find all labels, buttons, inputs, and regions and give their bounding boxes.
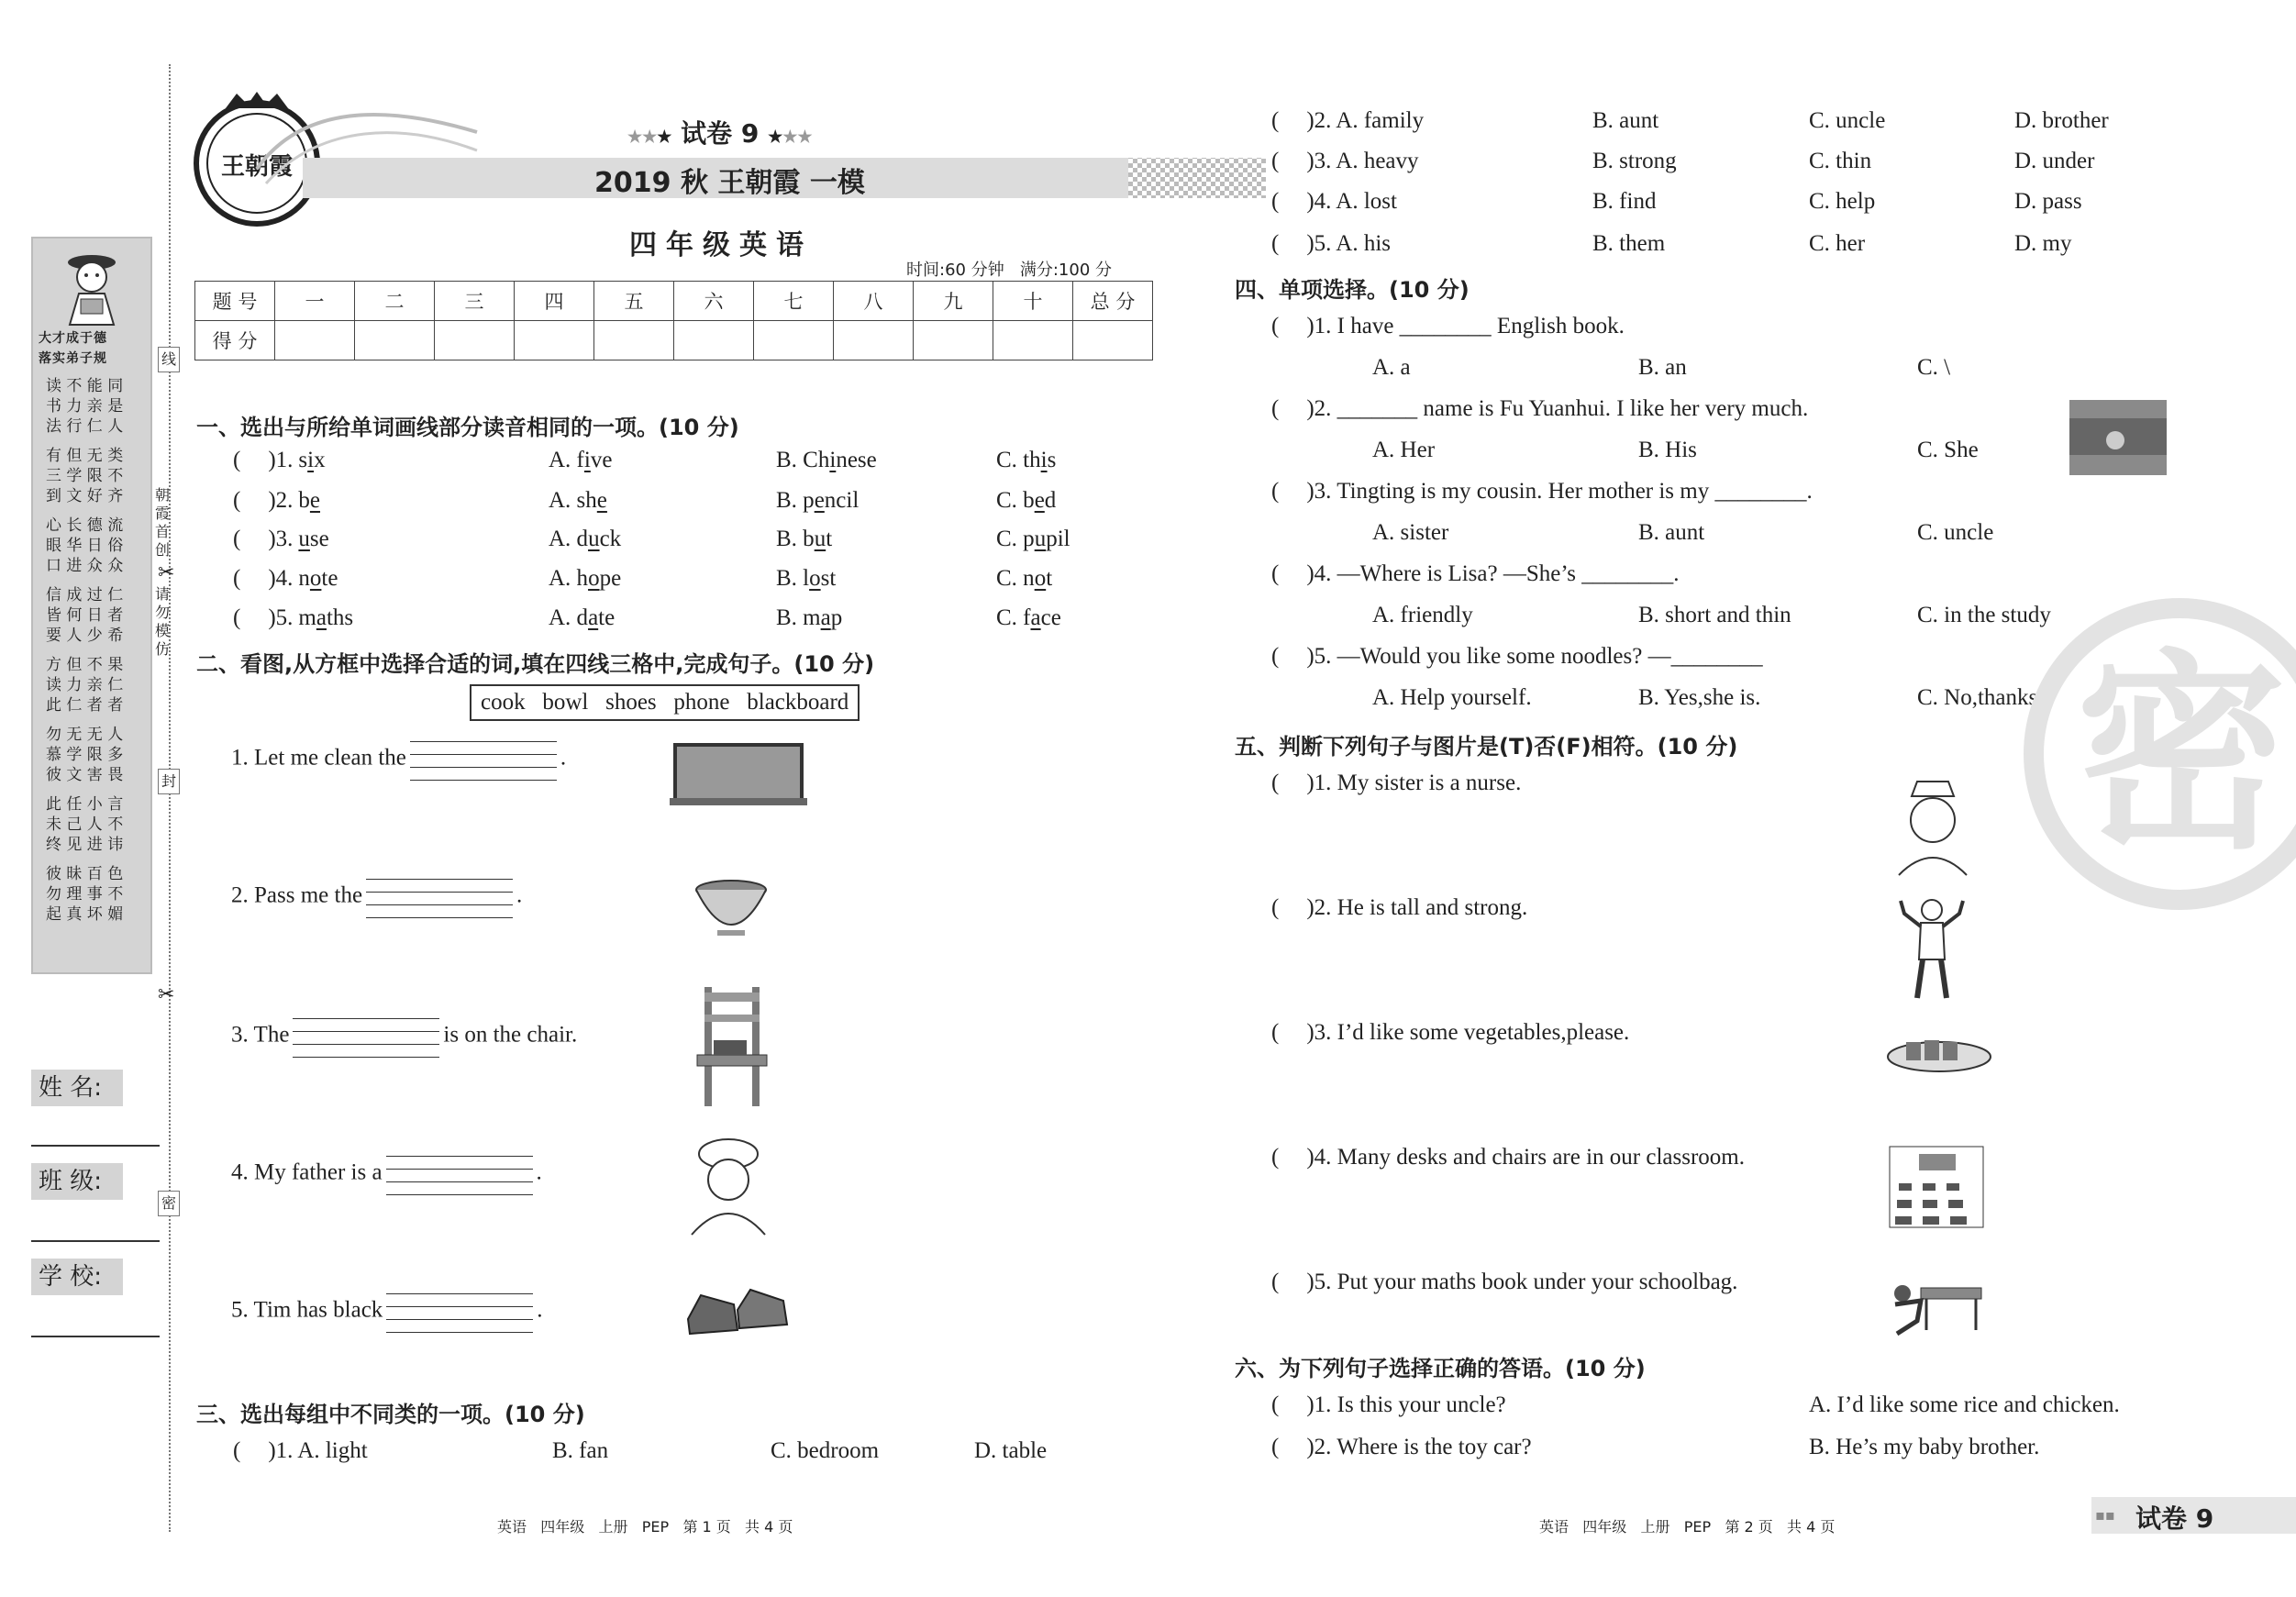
option-b[interactable]: B. short and thin	[1638, 603, 1791, 627]
opt-underlined: a	[588, 605, 599, 630]
option-b[interactable]: B. find	[1592, 189, 1657, 214]
s1-question	[233, 488, 320, 514]
s1-option[interactable]	[996, 566, 1052, 592]
score-input-cell[interactable]	[355, 321, 435, 360]
question-text: )4. —Where is Lisa? —She’s ________.	[1306, 561, 1680, 586]
statement-text: )5. Put your maths book under your schoolbag.	[1306, 1270, 1738, 1294]
option-c[interactable]: C. in the study	[1917, 603, 2051, 627]
s1-option[interactable]	[776, 527, 832, 552]
answer-paren[interactable]: (	[1271, 561, 1280, 586]
class-label: 班 级:	[31, 1163, 123, 1200]
word-post: ths	[326, 605, 354, 630]
opt-post: nese	[836, 448, 877, 472]
vertical-note-char: 创	[154, 541, 170, 559]
sentence-end: .	[560, 745, 567, 771]
word-underlined: o	[309, 566, 322, 591]
s5-statement	[1271, 1270, 1737, 1295]
score-header-cell: 二	[355, 282, 435, 321]
score-header-cell: 八	[834, 282, 914, 321]
s2-sentence	[231, 1292, 543, 1332]
scissors-icon: ✂	[158, 983, 175, 1006]
s1-question	[233, 448, 326, 473]
answer-paren[interactable]: (	[1271, 149, 1280, 173]
sentence-end: is on the chair.	[443, 1022, 578, 1048]
s1-option[interactable]	[549, 605, 615, 631]
s1-option[interactable]	[549, 488, 607, 514]
school-field[interactable]	[31, 1336, 160, 1337]
option-c[interactable]: C. uncle	[1917, 520, 1994, 545]
poem-line: 皆 何 日 者	[46, 606, 124, 625]
answer-paren[interactable]: (	[1271, 1392, 1280, 1417]
cut-mark-mid: 封	[158, 769, 180, 794]
opt-post: t	[826, 527, 833, 551]
statement-text: )3. I’d like some vegetables,please.	[1306, 1020, 1630, 1045]
opt-pre: B. p	[776, 488, 815, 513]
four-line-grid[interactable]	[386, 1154, 533, 1194]
section1-title: 一、选出与所给单词画线部分读音相同的一项。(10 分)	[196, 415, 739, 440]
opt-post: te	[598, 605, 616, 630]
opt-post: d	[1044, 488, 1057, 513]
option-a[interactable]: )5. A. his	[1306, 231, 1392, 256]
option-a[interactable]: A. friendly	[1372, 603, 1473, 627]
answer-paren[interactable]: (	[1271, 771, 1280, 795]
score-input-cell[interactable]	[275, 321, 355, 360]
opt-underlined: i	[1040, 448, 1048, 472]
corner-squares: ▪▪	[2095, 1506, 2115, 1524]
corner-text: 试卷 9	[2135, 1503, 2214, 1534]
opt-post: pil	[1046, 527, 1070, 551]
bread-image	[1884, 1031, 1994, 1077]
statement-text: )4. Many desks and chairs are in our classroom.	[1306, 1145, 1745, 1170]
option-c[interactable]: C. her	[1809, 231, 1866, 256]
poem-line: 读 不 能 同	[46, 377, 124, 395]
s2-sentence	[231, 1016, 577, 1057]
s6-question	[1271, 1435, 1532, 1460]
answer-paren[interactable]: (	[233, 566, 241, 591]
score-input-cell[interactable]	[435, 321, 515, 360]
question-num: )5.	[268, 605, 294, 630]
four-line-grid[interactable]	[410, 739, 557, 780]
option-c[interactable]: C. bedroom	[771, 1438, 880, 1463]
answer-paren[interactable]: (	[1271, 314, 1280, 338]
four-line-grid[interactable]	[293, 1016, 439, 1057]
score-input-cell[interactable]	[594, 321, 674, 360]
name-field[interactable]	[31, 1145, 160, 1147]
s3-question	[1271, 231, 1391, 257]
poem-line: 书 力 亲 是	[46, 397, 124, 416]
score-input-cell[interactable]	[914, 321, 993, 360]
opt-pre: A. d	[549, 527, 589, 551]
answer-paren[interactable]: (	[1271, 1020, 1280, 1045]
score-header-cell: 题 号	[195, 282, 275, 321]
poem-line: 三 学 限 不	[46, 467, 124, 485]
option-a[interactable]: )1. A. light	[268, 1438, 368, 1463]
s5-statement	[1271, 771, 1521, 796]
word-post: te	[321, 566, 338, 591]
opt-pre: C. n	[996, 566, 1035, 591]
student-illustration	[33, 246, 150, 328]
footer-right: 英语 四年级 上册 PEP 第 2 页 共 4 页	[1539, 1518, 1836, 1536]
s1-question	[233, 566, 338, 592]
opt-post: ck	[599, 527, 622, 551]
answer-paren[interactable]: (	[233, 527, 241, 551]
score-header-cell: 五	[594, 282, 674, 321]
opt-underlined: u	[1034, 527, 1047, 551]
poem-line: 起 真 坏 媚	[46, 905, 124, 924]
poem-line: 法 行 仁 人	[46, 417, 124, 436]
s2-sentence	[231, 739, 566, 780]
word-post: x	[314, 448, 326, 472]
opt-pre: C. f	[996, 605, 1031, 630]
poem-line: 口 进 众 众	[46, 557, 124, 575]
s3-question	[233, 1438, 368, 1464]
poem-line: 到 文 好 齐	[46, 487, 124, 505]
section3-title: 三、选出每组中不同类的一项。(10 分)	[196, 1402, 585, 1427]
option-d[interactable]: D. brother	[2014, 108, 2109, 133]
class-field[interactable]	[31, 1240, 160, 1242]
poem-line: 未 己 人 不	[46, 815, 124, 834]
option-d[interactable]: D. under	[2014, 149, 2095, 173]
opt-underlined: o	[809, 566, 821, 591]
header-swirl	[248, 95, 486, 196]
word-post: se	[309, 527, 329, 551]
s1-option[interactable]	[776, 488, 859, 514]
classroom-image	[1886, 1143, 1987, 1231]
opt-pre: B. b	[776, 527, 815, 551]
poem-line: 眼 华 日 俗	[46, 537, 124, 555]
answer-paren[interactable]: (	[1271, 479, 1280, 504]
opt-underlined: u	[588, 527, 600, 551]
cut-mark-bottom: 密	[158, 1191, 180, 1216]
score-input-cell[interactable]	[515, 321, 594, 360]
option-a[interactable]: A. Help yourself.	[1372, 685, 1532, 710]
opt-pre: B. m	[776, 605, 821, 630]
opt-pre: C. th	[996, 448, 1041, 472]
option-b[interactable]: B. aunt	[1638, 520, 1705, 545]
word-underlined: i	[307, 448, 315, 472]
poem-line: 心 长 德 流	[46, 516, 124, 535]
statement-text: )2. He is tall and strong.	[1306, 895, 1528, 920]
option-b[interactable]: B. aunt	[1592, 108, 1659, 133]
vertical-note-char: 勿	[154, 604, 170, 621]
opt-underlined: o	[1034, 566, 1047, 591]
word-underlined: u	[298, 527, 310, 551]
sentence-start: 5. Tim has black	[231, 1297, 383, 1323]
score-input-cell[interactable]	[993, 321, 1073, 360]
answer-paren[interactable]: (	[1271, 895, 1280, 920]
s5-statement	[1271, 1020, 1629, 1046]
word-pre: b	[298, 488, 310, 513]
s1-question	[233, 605, 353, 631]
s3-question	[1271, 149, 1419, 174]
vertical-note-char: 模	[154, 622, 170, 639]
opt-post: st	[820, 566, 837, 591]
answer-paren[interactable]: (	[1271, 189, 1280, 214]
s2-sentence	[231, 877, 522, 917]
answer-paren[interactable]: (	[1271, 644, 1280, 669]
word-pre: n	[298, 566, 310, 591]
nurse-image	[1891, 776, 1974, 877]
sentence-start: 3. The	[231, 1022, 290, 1048]
opt-post: pe	[599, 566, 622, 591]
poem-line: 彼 文 害 畏	[46, 766, 124, 784]
school-label: 学 校:	[31, 1259, 123, 1295]
logo-text: 王朝霞	[220, 153, 294, 181]
option-b[interactable]: B. Yes,she is.	[1638, 685, 1761, 710]
score-header-cell: 六	[674, 282, 754, 321]
poem-line: 此 仁 者 者	[46, 696, 124, 715]
opt-underlined: o	[588, 566, 600, 591]
s4-question	[1271, 314, 1625, 339]
score-header-cell: 四	[515, 282, 594, 321]
answer-paren[interactable]: (	[1271, 108, 1280, 133]
four-line-grid[interactable]	[366, 877, 513, 917]
option-c[interactable]: C. help	[1809, 189, 1876, 214]
poem-line: 彼 昧 百 色	[46, 865, 124, 883]
option-d[interactable]: D. table	[974, 1438, 1048, 1463]
answer-option[interactable]: B. He’s my baby brother.	[1809, 1435, 2040, 1459]
question-num: )4.	[268, 566, 294, 591]
option-b[interactable]: B. an	[1638, 355, 1687, 380]
binding-dotted-line	[169, 64, 171, 1532]
name-label: 姓 名:	[31, 1070, 123, 1106]
s6-question	[1271, 1392, 1506, 1418]
opt-underlined: e	[1034, 488, 1045, 513]
s1-option[interactable]	[776, 605, 842, 631]
s1-question	[233, 527, 329, 552]
question-text: )2. _______ name is Fu Yuanhui. I like her very much.	[1306, 396, 1809, 421]
score-input-cell[interactable]	[1073, 321, 1153, 360]
answer-paren[interactable]: (	[233, 448, 241, 472]
option-c[interactable]: C. uncle	[1809, 108, 1886, 133]
vertical-note-char: 朝	[154, 486, 170, 504]
score-header-cell: 七	[754, 282, 834, 321]
option-d[interactable]: D. pass	[2014, 189, 2082, 214]
sentence-end: .	[537, 1297, 543, 1323]
sentence-start: 2. Pass me the	[231, 882, 363, 908]
option-b[interactable]: B. fan	[552, 1438, 609, 1463]
section6-title: 六、为下列句子选择正确的答语。(10 分)	[1235, 1356, 1646, 1381]
score-header-cell: 九	[914, 282, 993, 321]
s3-question	[1271, 108, 1424, 134]
s1-option[interactable]	[996, 605, 1061, 631]
poem-line: 方 但 不 果	[46, 656, 124, 674]
paper-title: 2019 秋 王朝霞 一模	[594, 167, 865, 199]
question-text: )1. Is this your uncle?	[1306, 1392, 1506, 1417]
blackboard-image	[670, 739, 807, 809]
opt-pre: C. b	[996, 488, 1035, 513]
swimmer-photo	[2069, 400, 2167, 475]
s4-question	[1271, 644, 1763, 670]
s5-statement	[1271, 1145, 1745, 1170]
s4-question	[1271, 396, 1808, 422]
sentence-start: 1. Let me clean the	[231, 745, 406, 771]
s3-question	[1271, 189, 1397, 215]
option-a[interactable]: )4. A. lost	[1306, 189, 1397, 214]
opt-pre: A. sh	[549, 488, 597, 513]
bowl-image	[690, 877, 772, 941]
vertical-note-char: 仿	[154, 640, 170, 658]
score-table	[194, 281, 1153, 360]
opt-underlined: u	[814, 527, 826, 551]
word-underlined: a	[316, 605, 327, 630]
opt-pre: A. f	[549, 448, 584, 472]
word-underlined: e	[309, 488, 321, 513]
answer-option[interactable]: A. I’d like some rice and chicken.	[1809, 1392, 2120, 1417]
option-a[interactable]: A. a	[1372, 355, 1411, 380]
opt-pre: A. h	[549, 566, 589, 591]
option-c[interactable]: C. No,thanks.	[1917, 685, 2044, 710]
s1-option[interactable]	[996, 448, 1056, 473]
option-b[interactable]: B. them	[1592, 231, 1666, 256]
s2-sentence	[231, 1154, 542, 1194]
poem-line: 读 力 亲 仁	[46, 676, 124, 694]
word-pre: s	[298, 448, 308, 472]
opt-post: s	[1047, 448, 1057, 472]
motto-line-2: 落实弟子规	[39, 351, 107, 366]
answer-paren[interactable]: (	[1271, 1270, 1280, 1294]
question-num: )3.	[268, 527, 294, 551]
option-c[interactable]: C. thin	[1809, 149, 1872, 173]
answer-paren[interactable]: (	[233, 1438, 241, 1463]
poem-line: 勿 理 事 不	[46, 885, 124, 904]
s4-question	[1271, 561, 1680, 587]
s1-option[interactable]	[776, 448, 877, 473]
motto-line-1: 大才成于德	[39, 331, 107, 346]
poem-line: 信 成 过 仁	[46, 586, 124, 604]
section5-title: 五、判断下列句子与图片是(T)否(F)相符。(10 分)	[1235, 734, 1738, 760]
question-num: )1.	[268, 448, 294, 472]
poem-line: 勿 无 无 人	[46, 726, 124, 744]
opt-post: ncil	[824, 488, 860, 513]
shoes-image	[682, 1282, 793, 1347]
vertical-note-char: 请	[154, 585, 170, 603]
score-header-cell: 十	[993, 282, 1073, 321]
question-text: )2. Where is the toy car?	[1306, 1435, 1532, 1459]
section2-title: 二、看图,从方框中选择合适的词,填在四线三格中,完成句子。(10 分)	[196, 651, 875, 677]
s1-option[interactable]	[549, 527, 621, 552]
answer-paren[interactable]: (	[233, 488, 241, 513]
phone-on-chair-image	[692, 983, 774, 1112]
subject-title: 四年级英语	[629, 229, 813, 261]
sentence-start: 4. My father is a	[231, 1159, 383, 1185]
paper-number: ★★★ 试卷 9 ★★★	[627, 118, 813, 149]
option-a[interactable]: A. sister	[1372, 520, 1449, 545]
answer-paren[interactable]: (	[233, 605, 241, 630]
option-c[interactable]: C. She	[1917, 438, 1979, 462]
opt-underlined: a	[1030, 605, 1041, 630]
poem-line: 要 人 少 希	[46, 627, 124, 645]
four-line-grid[interactable]	[386, 1292, 533, 1332]
opt-post: t	[1046, 566, 1053, 591]
sentence-end: .	[536, 1159, 542, 1185]
cook-image	[682, 1136, 774, 1237]
option-c[interactable]: C. \	[1917, 355, 1951, 380]
s1-option[interactable]	[776, 566, 836, 592]
question-text: )5. —Would you like some noodles? —________	[1306, 644, 1763, 669]
opt-underlined: e	[596, 488, 607, 513]
opt-pre: B. Ch	[776, 448, 830, 472]
opt-underlined: e	[814, 488, 825, 513]
option-d[interactable]: D. my	[2014, 231, 2072, 256]
option-a[interactable]: A. Her	[1372, 438, 1436, 462]
poem-line: 慕 学 限 多	[46, 746, 124, 764]
stamp-text: 密	[2075, 633, 2287, 878]
strong-man-image	[1895, 895, 1969, 1005]
question-text: )3. Tingting is my cousin. Her mother is my ________.	[1306, 479, 1813, 504]
opt-post: ce	[1040, 605, 1061, 630]
scissors-icon: ✂	[158, 561, 175, 584]
cut-mark-top: 线	[158, 347, 180, 372]
opt-pre: B. l	[776, 566, 810, 591]
answer-paren[interactable]: (	[1271, 1145, 1280, 1170]
answer-paren[interactable]: (	[1271, 396, 1280, 421]
s1-option[interactable]	[996, 527, 1070, 552]
opt-pre: A. d	[549, 605, 589, 630]
score-label-cell: 得 分	[195, 321, 275, 360]
s1-option[interactable]	[996, 488, 1056, 514]
opt-underlined: a	[820, 605, 831, 630]
option-b[interactable]: B. His	[1638, 438, 1697, 462]
vertical-note-char: 首	[154, 523, 170, 540]
section4-title: 四、单项选择。(10 分)	[1235, 277, 1470, 303]
poem-line: 此 任 小 言	[46, 795, 124, 814]
answer-paren[interactable]: (	[1271, 231, 1280, 256]
footer-left: 英语 四年级 上册 PEP 第 1 页 共 4 页	[497, 1518, 793, 1536]
opt-underlined: i	[829, 448, 837, 472]
word-box: cook bowl shoes phone blackboard	[470, 684, 860, 721]
corner-badge	[2091, 1497, 2296, 1534]
poem-line: 终 见 进 讳	[46, 836, 124, 854]
s1-option[interactable]	[549, 448, 612, 473]
poem-line: 有 但 无 类	[46, 447, 124, 465]
score-input-cell[interactable]	[834, 321, 914, 360]
vertical-note-char: 霞	[154, 505, 170, 522]
poem-block	[46, 376, 138, 934]
option-b[interactable]: B. strong	[1592, 149, 1677, 173]
s4-question	[1271, 479, 1813, 505]
opt-underlined: i	[583, 448, 591, 472]
sentence-end: .	[516, 882, 523, 908]
statement-text: )1. My sister is a nurse.	[1306, 771, 1522, 795]
opt-post: p	[830, 605, 843, 630]
boy-table-image	[1884, 1279, 1985, 1337]
word-pre: m	[298, 605, 316, 630]
option-a[interactable]: )2. A. family	[1306, 108, 1425, 133]
motto-panel	[31, 237, 152, 974]
s5-statement	[1271, 895, 1527, 921]
score-header-cell: 三	[435, 282, 515, 321]
score-input-cell[interactable]	[674, 321, 754, 360]
option-a[interactable]: )3. A. heavy	[1306, 149, 1419, 173]
score-header-cell: 总 分	[1073, 282, 1153, 321]
answer-paren[interactable]: (	[1271, 1435, 1280, 1459]
time-info: 时间:60 分钟 满分:100 分	[906, 261, 1112, 280]
opt-pre: C. p	[996, 527, 1035, 551]
question-num: )2.	[268, 488, 294, 513]
s1-option[interactable]	[549, 566, 621, 592]
question-text: )1. I have ________ English book.	[1306, 314, 1625, 338]
score-input-cell[interactable]	[754, 321, 834, 360]
opt-post: ve	[590, 448, 613, 472]
score-header-cell: 一	[275, 282, 355, 321]
confidential-stamp	[2024, 598, 2296, 910]
